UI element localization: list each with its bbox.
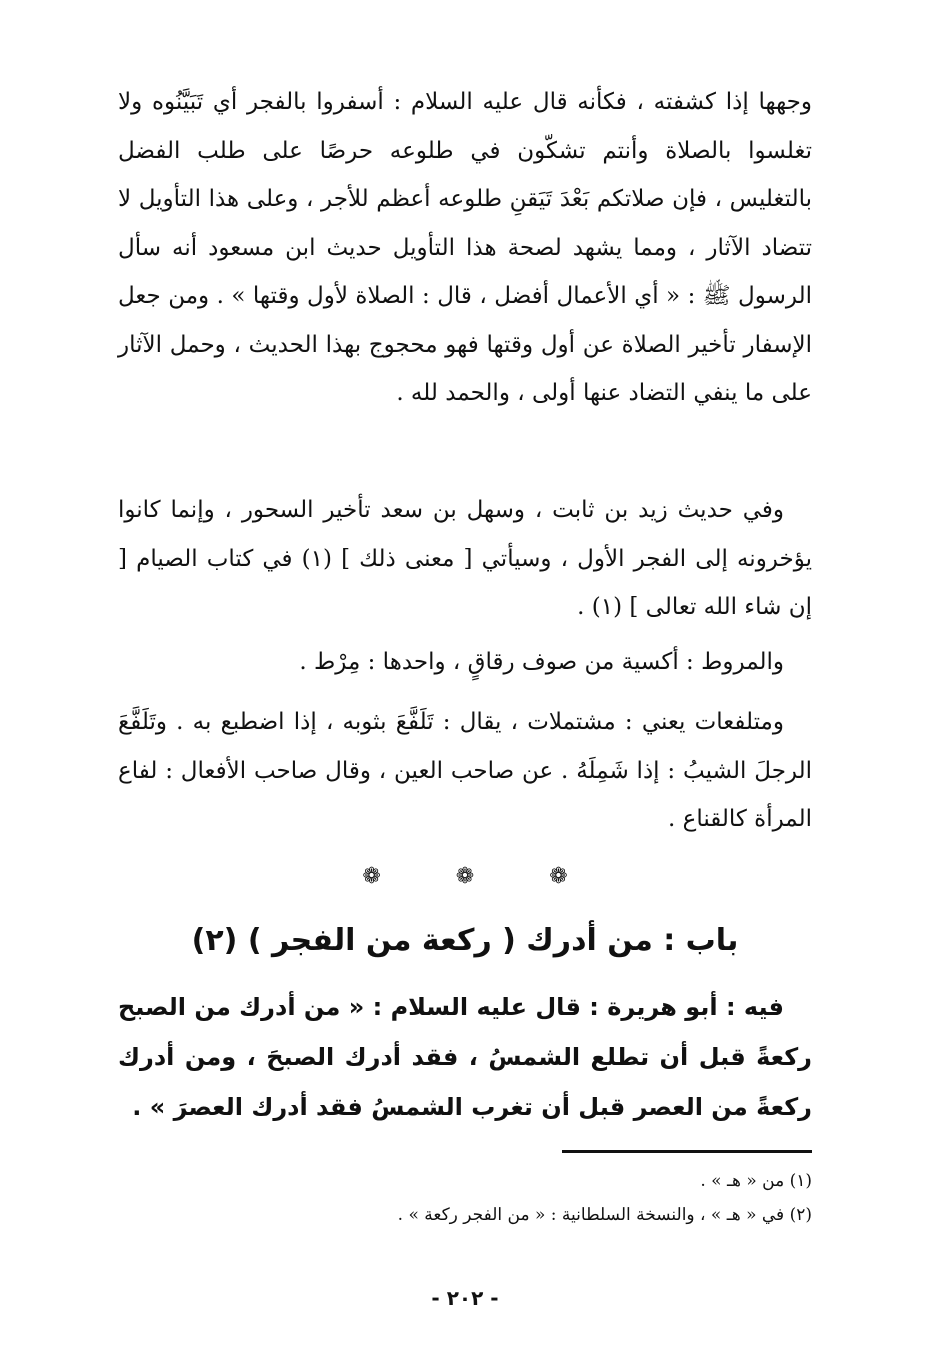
- footnotes: [118, 1164, 812, 1232]
- asterism-icon: ❁: [455, 864, 475, 889]
- footnote-divider: [562, 1150, 812, 1153]
- body-paragraph-1: وجهها إذا كشفته ، فكأنه قال عليه السلام : أسفروا بالفجر أي تَبَيَّنُوه ولا تغلسوا بالصلاة وأنتم تشكّون في طلوعه حرصًا على طلب الفضل بالتغليس ، فإن صلاتكم بَعْدَ تَيَقنِ طلوعه أعظم للأجر ، وعلى هذا التأويل لا تتضاد الآثار ، ومما يشهد لصحة هذا التأويل حديث ابن مسعود أنه سأل الرسول ﷺ : « أي الأعمال أفضل ، قال : الصلاة لأول وقتها » . ومن جعل الإسفار تأخير الصلاة عن أول وقتها فهو محجوج بهذا الحديث ، وحمل الآثار على ما ينفي التضاد عنها أولى ، والحمد لله .: [118, 89, 812, 406]
- section-separator: [118, 864, 812, 889]
- body-paragraph-2-text: وفي حديث زيد بن ثابت ، وسهل بن سعد تأخير السحور ، وإنما كانوا يؤخرونه إلى الفجر الأول ، وسيأتي [ معنى ذلك ] (١) في كتاب الصيام [ إن شاء الله تعالى ] (١) .: [118, 497, 812, 620]
- hadith-text-content: فيه : أبو هريرة : قال عليه السلام : « من أدرك من الصبح ركعةً قبل أن تطلع الشمسُ ، فقد أدرك الصبحَ ، ومن أدرك ركعةً من العصر قبل أن تغرب الشمسُ فقد أدرك العصرَ » .: [118, 993, 812, 1121]
- body-paragraph-2: [118, 486, 812, 632]
- body-paragraph-4-text: ومتلفعات يعني : مشتملات ، يقال : تَلَفَّعَ بثوبه ، إذا اضطبع به . وتَلَفَّعَ الرجلَ الشيبُ : إذا شَمِلَهُ . عن صاحب العين ، وقال صاحب الأفعال : لفاع المرأة كالقناع .: [118, 709, 812, 832]
- asterism-icon: ❁: [362, 864, 381, 889]
- book-page: [118, 78, 812, 1348]
- page-number: - ٢٠٢ -: [431, 1286, 499, 1310]
- body-paragraph-3: [118, 638, 812, 687]
- footnote-2: (٢) في « هـ » ، والنسخة السلطانية : « من الفجر ركعة » .: [397, 1205, 812, 1225]
- hadith-text: [118, 982, 812, 1132]
- body-paragraph-3-text: والمروط : أكسية من صوف رقاقٍ ، واحدها : مِرْط .: [299, 649, 784, 675]
- asterism-icon: ❁: [549, 864, 568, 889]
- chapter-title: باب : من أدرك ( ركعة من الفجر ) (٢): [191, 923, 739, 958]
- footnote-1: (١) من « هـ » .: [700, 1171, 812, 1191]
- body-paragraph-4: [118, 698, 812, 844]
